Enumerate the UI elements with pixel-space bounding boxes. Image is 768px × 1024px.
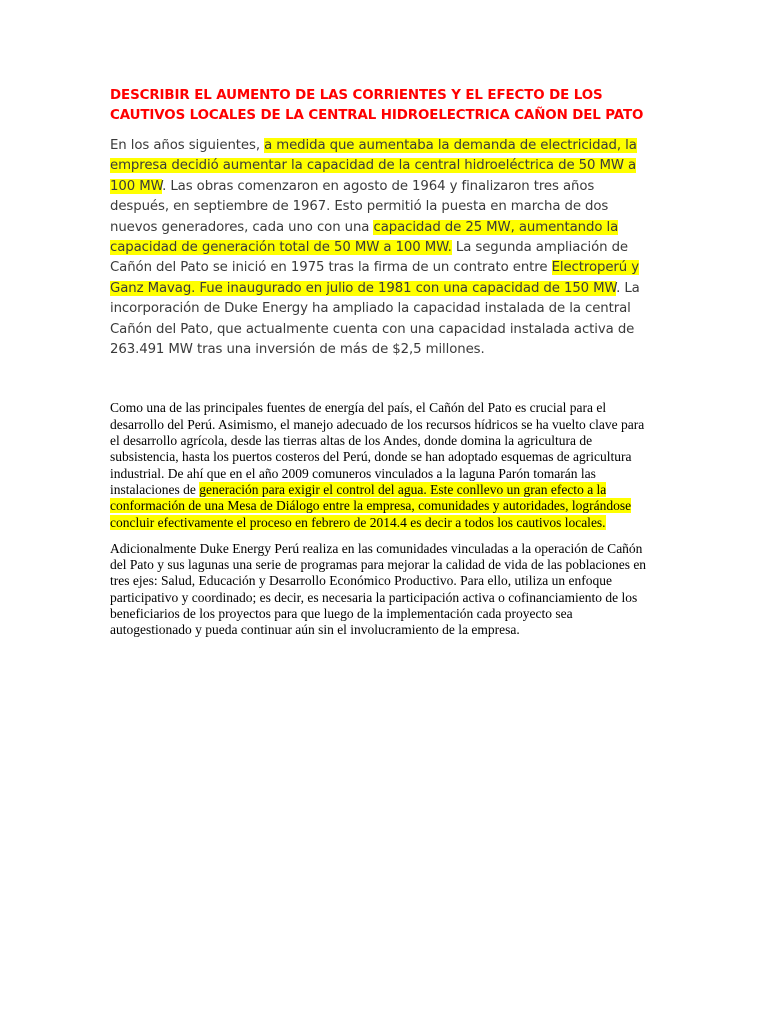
text-segment: . La incorporación de Duke Energy ha ampliado la capacidad instalada de la central Cañón del Pato, que actualmente cuenta con una capacidad instalada activa de 263.491 MW tras una inversión de más de $2,5 millones. <box>110 280 640 358</box>
text-segment: Como una de las principales fuentes de energía del país, el Cañón del Pato es crucial para el desarrollo del Perú. Asimismo, el manejo adecuado de los recursos hídricos se ha vuelto clave para el desarrollo agrícola, desde las tierras altas de los Andes, donde domina la agricultura de subsistencia, hasta los puertos costeros del Perú, donde se han adoptado esquemas de agricultura industrial. De ahí que en el año 2009 comuneros vinculados a la laguna Parón tomarán las instalaciones de <box>110 400 645 497</box>
text-segment: La segunda ampliación de Cañón del Pato se inició en 1975 tras la firma de un contrato entre <box>110 240 629 276</box>
document-page <box>110 86 650 639</box>
text-segment: En los años siguientes, <box>110 138 265 153</box>
highlighted-text: generación para exigir el control del agua. Este conllevo un gran efecto a la conformación de una Mesa de Diálogo entre la empresa, comunidades y autoridades, lográndose concluir efectivamente el proceso en febrero de 2014.4 es decir a todos los cautivos locales. <box>110 481 632 530</box>
paragraph-community-programs: Adicionalmente Duke Energy Perú realiza en las comunidades vinculadas a la operación de Cañón del Pato y sus lagunas una serie de programas para mejorar la calidad de vida de las poblaciones en tres ejes: Salud, Educación y Desarrollo Económico Productivo. Para ello, utiliza un enfoque participativo y coordinado; es decir, es necesaria la participación activa o cofinanciamiento de los beneficiarios de los proyectos para que luego de la implementación cada proyecto sea autogestionado y pueda continuar aún sin el involucramiento de la empresa. <box>110 540 647 638</box>
document-heading: DESCRIBIR EL AUMENTO DE LAS CORRIENTES Y EL EFECTO DE LOS CAUTIVOS LOCALES DE LA CENTRAL HIDROELECTRICA CAÑON DEL PATO <box>110 88 644 123</box>
paragraph-capacity-history <box>110 136 650 360</box>
text-segment: . Las obras comenzaron en agosto de 1964 y finalizaron tres años después, en septiembre de 1967. Esto permitió la puesta en marcha de dos nuevos generadores, cada uno con una <box>110 178 609 235</box>
highlighted-text: Electroperú y Ganz Mavag. Fue inaugurado en julio de 1981 con una capacidad de 150 MW <box>110 260 639 296</box>
highlighted-text: capacidad de 25 MW, aumentando la capacidad de generación total de 50 MW a 100 MW. <box>110 219 619 256</box>
paragraph-water-conflict <box>110 400 650 530</box>
highlighted-text: a medida que aumentaba la demanda de electricidad, la empresa decidió aumentar la capacidad de la central hidroeléctrica de 50 MW a 100 MW <box>110 138 637 194</box>
